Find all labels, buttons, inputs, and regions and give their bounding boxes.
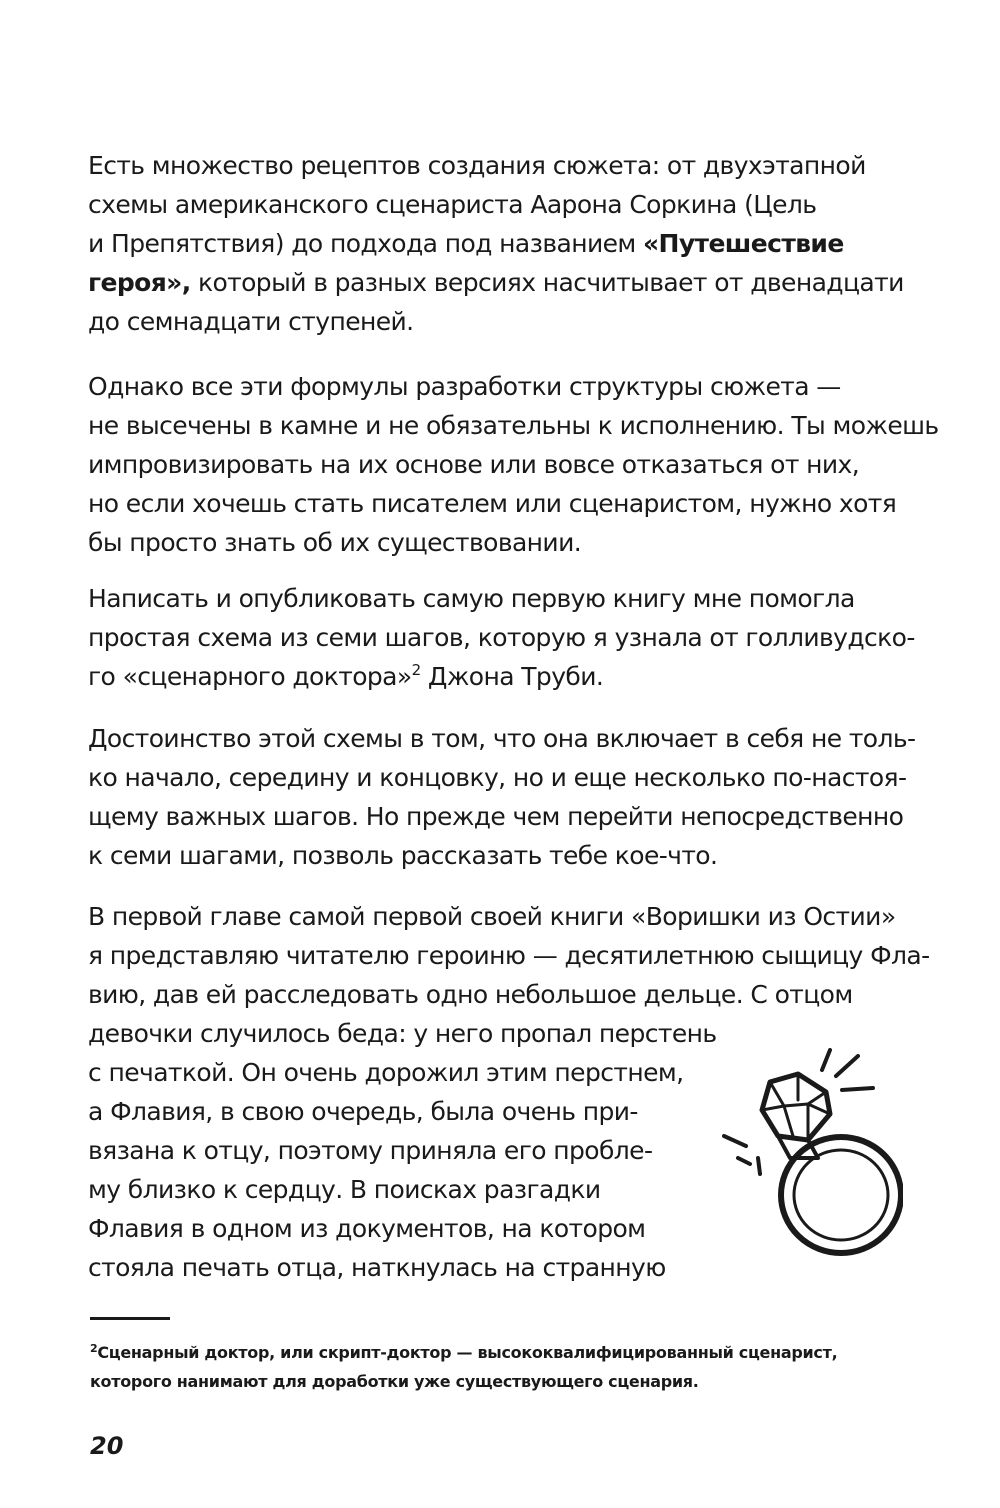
p3-line-1: Написать и опубликовать самую первую книгу мне помогла <box>88 584 855 613</box>
p4-line-4: к семи шагами, позволь рассказать тебе кое-что. <box>88 841 718 870</box>
page-number: 20 <box>90 1432 124 1460</box>
p1-line-4 <box>88 263 904 302</box>
p1-line-4-text: который в разных версиях насчитывает от двенадцати <box>190 268 904 297</box>
p5-line-1: В первой главе самой первой своей книги «Воришки из Остии» <box>88 902 896 931</box>
footnote-text-1: Сценарный доктор, или скрипт-доктор — высококвалифицированный сценарист, <box>97 1343 838 1362</box>
p2-line-3: импровизировать на их основе или вовсе отказаться от них, <box>88 450 860 479</box>
p4-line-2: ко начало, середину и концовку, но и еще несколько по-настоя- <box>88 763 907 792</box>
p1-line-5: до семнадцати ступеней. <box>88 307 414 336</box>
footnote <box>90 1338 837 1396</box>
hero-journey-term: «Путешествие <box>642 229 844 258</box>
footnote-marker: 2 <box>90 1342 98 1355</box>
p2-line-5: бы просто знать об их существовании. <box>88 528 582 557</box>
footnote-divider <box>90 1317 170 1320</box>
p5-line-3: вию, дав ей расследовать одно небольшое дельце. С отцом <box>88 980 853 1009</box>
paragraph-4 <box>88 719 915 875</box>
p2-line-2: не высечены в камне и не обязательны к исполнению. Ты можешь <box>88 411 939 440</box>
p3-line-3-text: го «сценарного доктора» <box>88 662 412 691</box>
p5-line-5: с печаткой. Он очень дорожил этим перстнем, <box>88 1058 684 1087</box>
p5-line-6: а Флавия, в свою очередь, была очень при- <box>88 1097 638 1126</box>
paragraph-1 <box>88 146 904 341</box>
p1-line-1: Есть множество рецептов создания сюжета: от двухэтапной <box>88 151 866 180</box>
p4-line-3: щему важных шагов. Но прежде чем перейти непосредственно <box>88 802 904 831</box>
p1-line-2: схемы американского сценариста Аарона Соркина (Цель <box>88 190 817 219</box>
p5-line-2: я представляю читателю героиню — десятилетнюю сыщицу Фла- <box>88 941 930 970</box>
p5-line-7: вязана к отцу, поэтому приняла его пробле- <box>88 1136 653 1165</box>
p3-line-2: простая схема из семи шагов, которую я узнала от голливудско- <box>88 623 915 652</box>
footnote-line-2: которого нанимают для доработки уже существующего сценария. <box>90 1372 699 1391</box>
p1-line-3 <box>88 224 904 263</box>
p5-line-8: му близко к сердцу. В поисках разгадки <box>88 1175 601 1204</box>
p1-line-3-text: и Препятствия) до подхода под названием <box>88 229 643 258</box>
paragraph-3 <box>88 579 915 696</box>
p4-line-1: Достоинство этой схемы в том, что она включает в себя не толь- <box>88 724 916 753</box>
diamond-ring-icon <box>718 1040 903 1270</box>
p2-line-1: Однако все эти формулы разработки структуры сюжета — <box>88 372 841 401</box>
p2-line-4: но если хочешь стать писателем или сценаристом, нужно хотя <box>88 489 897 518</box>
hero-journey-term-end: героя», <box>88 268 191 297</box>
footnote-line-1 <box>90 1338 837 1367</box>
footnote-ref: 2 <box>411 661 421 679</box>
p5-line-10: стояла печать отца, наткнулась на странную <box>88 1253 666 1282</box>
paragraph-2 <box>88 367 939 562</box>
p5-line-9: Флавия в одном из документов, на котором <box>88 1214 646 1243</box>
p3-line-3 <box>88 657 915 696</box>
p3-line-3-end: Джона Труби. <box>420 662 604 691</box>
p5-line-4: девочки случилось беда: у него пропал перстень <box>88 1019 717 1048</box>
